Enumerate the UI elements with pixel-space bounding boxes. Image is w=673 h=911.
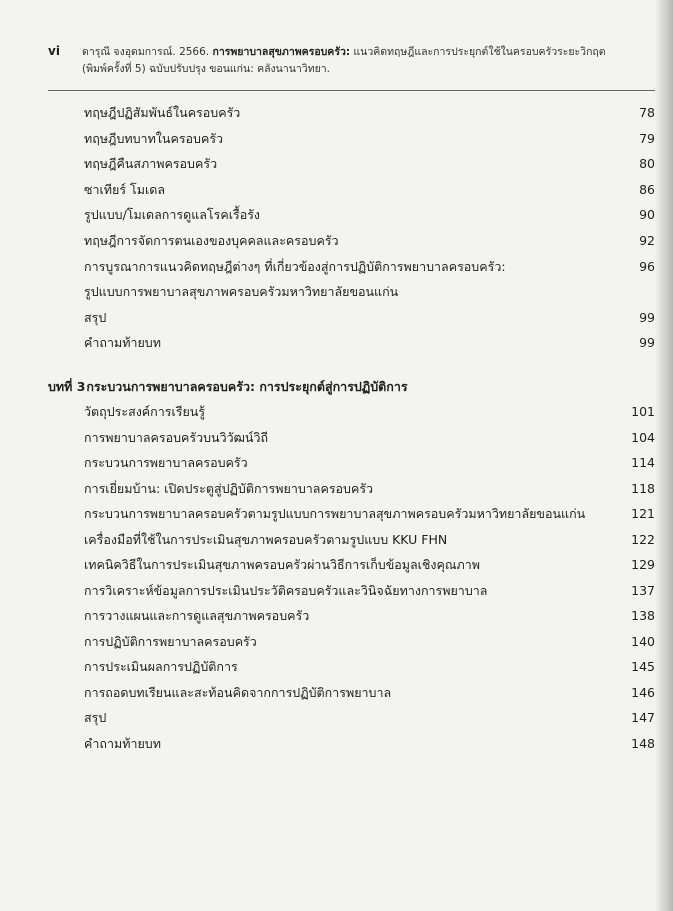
page-number: vi — [48, 44, 60, 58]
toc-entry-title: ทฤษฎีการจัดการตนเองของบุคคลและครอบครัว — [84, 233, 339, 248]
toc-entry-page: 121 — [631, 506, 655, 521]
toc-entry-page: 96 — [639, 258, 655, 274]
toc-entry-page: 140 — [631, 633, 655, 649]
citation-line2: (พิมพ์ครั้งที่ 5) ฉบับปรับปรุง ขอนแก่น: คลังนานาวิทยา. — [82, 63, 331, 75]
toc-entry-title: การบูรณาการแนวคิดทฤษฎีต่างๆ ที่เกี่ยวข้องสู่การปฏิบัติการพยาบาลครอบครัว: — [84, 258, 506, 274]
toc-entry-title: เทคนิควิธีในการประเมินสุขภาพครอบครัวผ่านวิธีการเก็บข้อมูลเชิงคุณภาพ — [84, 557, 480, 572]
toc-entry — [84, 256, 655, 278]
toc-entry-page: 122 — [631, 531, 655, 547]
toc-entry-title: รูปแบบการพยาบาลสุขภาพครอบครัวมหาวิทยาลัยขอนแก่น — [84, 284, 399, 300]
toc-entry-title: กระบวนการพยาบาลครอบครัว — [84, 455, 248, 470]
citation-prefix: ดารุณี จงอุดมการณ์. 2566. — [82, 46, 210, 58]
toc-entry — [84, 102, 655, 124]
toc-entry — [84, 682, 655, 704]
toc-entry — [84, 179, 655, 201]
toc-entry-page: 86 — [639, 181, 655, 197]
citation-rest: แนวคิดทฤษฎีและการประยุกต์ใช้ในครอบครัวระยะวิกฤต — [353, 46, 606, 58]
chapter-heading — [48, 376, 408, 398]
toc-entry-title: ทฤษฎีบทบาทในครอบครัว — [84, 130, 224, 146]
toc-entry — [84, 452, 655, 474]
toc-entry — [84, 503, 655, 525]
toc-entry — [84, 478, 655, 500]
toc-entry — [84, 427, 655, 449]
page-edge-shadow — [655, 0, 673, 911]
toc-entry-page: 79 — [639, 130, 655, 146]
toc-entry-title: การปฏิบัติการพยาบาลครอบครัว — [84, 633, 257, 649]
toc-entry-page: 78 — [639, 105, 655, 120]
toc-entry — [84, 128, 655, 150]
toc-entry-title: สรุป — [84, 710, 107, 725]
toc-entry-page: 92 — [639, 233, 655, 248]
toc-entry-title: การวางแผนและการดูแลสุขภาพครอบครัว — [84, 608, 310, 623]
toc-entry-page: 145 — [631, 659, 655, 674]
toc-entry-title: ทฤษฎีคืนสภาพครอบครัว — [84, 156, 218, 172]
toc-entry-page: 99 — [639, 309, 655, 325]
citation-title: การพยาบาลสุขภาพครอบครัว: — [212, 46, 351, 58]
toc-entry-title: การถอดบทเรียนและสะท้อนคิดจากการปฏิบัติการพยาบาล — [84, 684, 392, 700]
toc-entry — [84, 307, 655, 329]
toc-entry — [84, 401, 655, 423]
toc-entry-page: 99 — [639, 335, 655, 351]
toc-entry — [84, 153, 655, 175]
toc-entry-page: 114 — [631, 455, 655, 470]
header-rule — [48, 90, 655, 91]
toc-entry-page: 101 — [631, 404, 655, 419]
toc-entry — [84, 707, 655, 729]
toc-entry-title: ซาเทียร์ โมเดล — [84, 181, 166, 197]
toc-entry-title: กระบวนการพยาบาลครอบครัวตามรูปแบบการพยาบาลสุขภาพครอบครัวมหาวิทยาลัยขอนแก่น — [84, 506, 586, 521]
toc-entry-page: 80 — [639, 156, 655, 172]
toc-entry-title: การวิเคราะห์ข้อมูลการประเมินประวัติครอบครัวและวินิจฉัยทางการพยาบาล — [84, 582, 488, 598]
toc-entry-title: สรุป — [84, 309, 107, 325]
toc-entry-title: คำถามท้ายบท — [84, 735, 161, 751]
toc-entry-title: วัตถุประสงค์การเรียนรู้ — [84, 404, 206, 419]
toc-entry — [84, 580, 655, 602]
toc-entry — [84, 733, 655, 755]
toc-entry-page: 90 — [639, 207, 655, 223]
toc-entry — [84, 204, 655, 226]
toc-entry — [84, 529, 655, 551]
citation — [82, 44, 662, 78]
toc-entry — [84, 554, 655, 576]
toc-entry-title: การพยาบาลครอบครัวบนวิวัฒน์วิถี — [84, 429, 269, 445]
toc-entry-title: รูปแบบ/โมเดลการดูแลโรคเรื้อรัง — [84, 207, 261, 223]
toc-entry-page: 147 — [631, 710, 655, 725]
toc-entry-page: 104 — [631, 429, 655, 445]
toc-entry — [84, 656, 655, 678]
toc-entry-title: คำถามท้ายบท — [84, 335, 161, 351]
toc-entry-page: 118 — [631, 480, 655, 496]
chapter-title: กระบวนการพยาบาลครอบครัว: การประยุกต์สู่การปฏิบัติการ — [86, 379, 408, 394]
toc-entry-page: 138 — [631, 608, 655, 623]
toc-entry-title: ทฤษฎีปฏิสัมพันธ์ในครอบครัว — [84, 105, 241, 120]
toc-entry-page: 129 — [631, 557, 655, 572]
toc-entry — [84, 281, 655, 303]
toc-entry-title: การเยี่ยมบ้าน: เปิดประตูสู่ปฏิบัติการพยาบาลครอบครัว — [84, 480, 374, 496]
toc-entry-title: เครื่องมือที่ใช้ในการประเมินสุขภาพครอบครัวตามรูปแบบ KKU FHN — [84, 531, 448, 547]
toc-entry-title: การประเมินผลการปฏิบัติการ — [84, 659, 238, 674]
toc-entry — [84, 230, 655, 252]
chapter-number: บทที่ 3 — [48, 379, 86, 394]
toc-entry — [84, 631, 655, 653]
toc-entry-page: 137 — [631, 582, 655, 598]
toc-entry-page: 146 — [631, 684, 655, 700]
toc-entry — [84, 605, 655, 627]
toc-entry — [84, 332, 655, 354]
toc-entry-page: 148 — [631, 735, 655, 751]
